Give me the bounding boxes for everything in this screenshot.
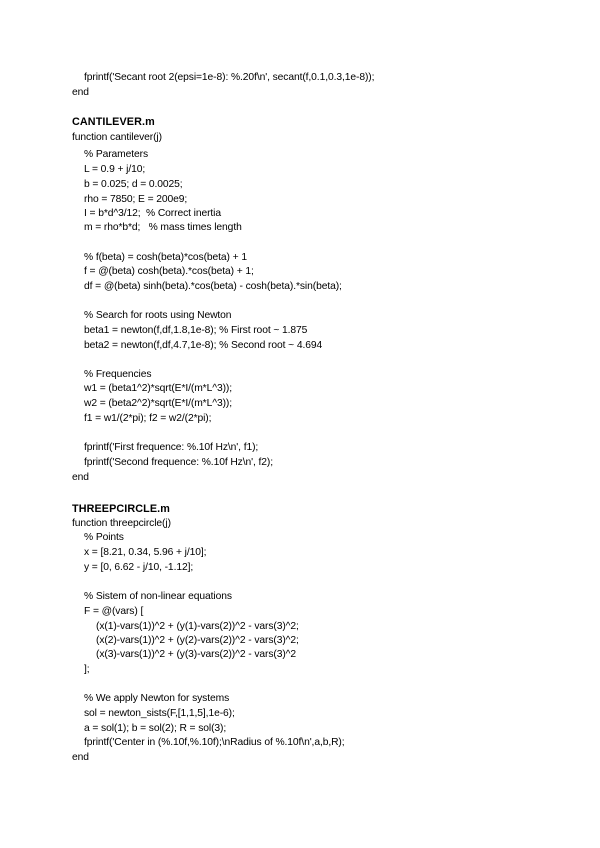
code-line: function threepcircle(j) <box>72 518 171 529</box>
code-line: end <box>72 752 89 763</box>
code-line: beta2 = newton(f,df,4.7,1e-8); % Second root ~ 4.694 <box>84 340 323 351</box>
code-line: L = 0.9 + j/10; <box>84 164 146 175</box>
code-line: ]; <box>84 664 90 675</box>
code-comment: % Points <box>84 532 124 543</box>
code-line: fprintf('Secant root 2(epsi=1e-8): %.20f\n', secant(f,0.1,0.3,1e-8)); <box>84 72 375 83</box>
code-line: beta1 = newton(f,df,1.8,1e-8); % First root ~ 1.875 <box>84 325 308 336</box>
code-line: b = 0.025; d = 0.0025; <box>84 179 183 190</box>
code-line: w1 = (beta1^2)*sqrt(E*I/(m*L^3)); <box>84 383 232 394</box>
code-line: y = [0, 6.62 - j/10, -1.12]; <box>84 562 194 573</box>
code-line: fprintf('Center in (%.10f,%.10f);\nRadius of %.10f\n',a,b,R); <box>84 737 345 748</box>
code-comment: % Frequencies <box>84 369 152 380</box>
code-line: rho = 7850; E = 200e9; <box>84 194 188 205</box>
code-line: fprintf('First frequence: %.10f Hz\n', f1); <box>84 442 259 453</box>
code-line: end <box>72 472 89 483</box>
code-line: (x(3)-vars(1))^2 + (y(3)-vars(2))^2 - vars(3)^2 <box>96 649 297 660</box>
code-comment: % f(beta) = cosh(beta)*cos(beta) + 1 <box>84 252 247 263</box>
code-line: I = b*d^3/12; % Correct inertia <box>84 208 221 219</box>
file-heading-threepcircle: THREEPCIRCLE.m <box>72 503 170 515</box>
code-line: f1 = w1/(2*pi); f2 = w2/(2*pi); <box>84 413 212 424</box>
code-line: (x(1)-vars(1))^2 + (y(1)-vars(2))^2 - vars(3)^2; <box>96 621 299 632</box>
code-line: x = [8.21, 0.34, 5.96 + j/10]; <box>84 547 207 558</box>
code-line: f = @(beta) cosh(beta).*cos(beta) + 1; <box>84 266 254 277</box>
code-line: sol = newton_sists(F,[1,1,5],1e-6); <box>84 708 235 719</box>
code-line: fprintf('Second frequence: %.10f Hz\n', f2); <box>84 457 273 468</box>
code-line: df = @(beta) sinh(beta).*cos(beta) - cosh(beta).*sin(beta); <box>84 281 342 292</box>
code-line: function cantilever(j) <box>72 132 162 143</box>
code-line: m = rho*b*d; % mass times length <box>84 222 242 233</box>
code-line: end <box>72 87 89 98</box>
code-line: w2 = (beta2^2)*sqrt(E*I/(m*L^3)); <box>84 398 232 409</box>
code-line: a = sol(1); b = sol(2); R = sol(3); <box>84 723 227 734</box>
code-comment: % Parameters <box>84 149 149 160</box>
code-comment: % Sistem of non-linear equations <box>84 591 232 602</box>
code-line: F = @(vars) [ <box>84 606 144 617</box>
code-line: (x(2)-vars(1))^2 + (y(2)-vars(2))^2 - vars(3)^2; <box>96 635 299 646</box>
file-heading-cantilever: CANTILEVER.m <box>72 116 155 128</box>
code-comment: % Search for roots using Newton <box>84 310 232 321</box>
code-comment: % We apply Newton for systems <box>84 693 230 704</box>
